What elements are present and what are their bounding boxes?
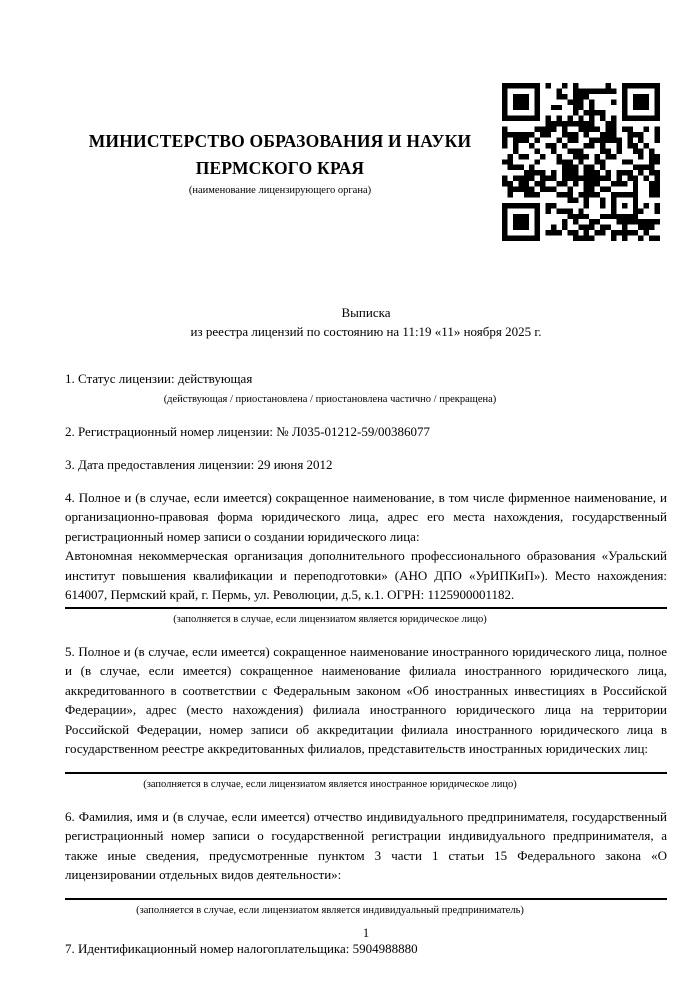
document-header [65,0,667,241]
licensing-authority-block [65,128,495,196]
license-status-caption: (действующая / приостановлена / приостановлена частично / прекращена) [163,393,497,405]
individual-entrepreneur-caption: (заполняется в случае, если лицензиатом является индивидуальный предприниматель) [136,904,524,916]
legal-entity-caption: (заполняется в случае, если лицензиатом является юридическое лицо) [173,613,487,625]
item-individual-entrepreneur [65,807,667,917]
qr-code-icon [502,83,660,241]
license-details [65,369,667,958]
grant-date-text: 3. Дата предоставления лицензии: 29 июня 2012 [65,457,333,472]
legal-entity-label: 4. Полное и (в случае, если имеется) сокращенное наименование, в том числе фирменное наименование, и организационно-правовая форма юридического лица, адрес его места нахождения, государственный регистрационный номер записи о создании юридического лица: [65,489,667,544]
item-foreign-entity [65,642,667,791]
fill-in-line [65,607,667,609]
item-registration-number [65,422,667,442]
licensing-authority-name [65,128,495,182]
page-number: 1 [362,926,370,940]
foreign-entity-label: 5. Полное и (в случае, если имеется) сокращенное наименование иностранного юридического лица, полное и (в случае, если имеется) сокращенное наименование филиала иностранного юридического лица, аккредитованного в соответствии с Федеральным законом «Об иностранных инвестициях в Российской Федерации», адрес (место нахождения) филиала иностранного юридического лица на территории Российской Федерации, номер записи об аккредитации филиала иностранного юридического лица в государственном реестре аккредитованных филиалов, представительств иностранных юридических лиц: [65,643,667,756]
licensing-authority-caption: (наименование лицензирующего органа) [188,185,372,196]
document-subtitle: из реестра лицензий по состоянию на 11:19 «11» ноября 2025 г. [190,324,542,339]
individual-entrepreneur-label: 6. Фамилия, имя и (в случае, если имеется) отчество индивидуального предпринимателя, государственный регистрационный номер записи о государственной регистрации индивидуального предпринимателя, а также иные сведения, предусмотренные пунктом 3 части 1 статьи 15 Федерального закона «О лицензировании отдельных видов деятельности»: [65,808,667,882]
license-status-text: 1. Статус лицензии: действующая [65,371,253,386]
document-title: Выписка [341,305,391,320]
licensing-authority-name-line2: ПЕРМСКОГО КРАЯ [195,158,365,178]
registration-number-text: 2. Регистрационный номер лицензии: № Л035-01212-59/00386077 [65,423,431,439]
item-license-status [65,369,667,406]
licensing-authority-name-line1: МИНИСТЕРСТВО ОБРАЗОВАНИЯ И НАУКИ [88,131,472,151]
item-grant-date [65,455,667,475]
item-legal-entity [65,488,667,626]
taxpayer-number-text: 7. Идентификационный номер налогоплательщика: 5904988880 [65,940,418,956]
fill-in-line [65,772,667,774]
qr-code-image [502,83,660,241]
item-taxpayer-number [65,939,667,959]
foreign-entity-caption: (заполняется в случае, если лицензиатом является иностранное юридическое лицо) [143,778,517,790]
legal-entity-value: Автономная некоммерческая организация дополнительного профессионального образования «Уральский институт повышения квалификации и переподготовки» (АНО ДПО «УрИПКиП»). Место нахождения: 614007, Пермский край, г. Пермь, ул. Революции, д.5, к.1. ОГРН: 1125900001182. [65,548,667,602]
fill-in-line [65,898,667,900]
document-title-block [65,303,667,341]
